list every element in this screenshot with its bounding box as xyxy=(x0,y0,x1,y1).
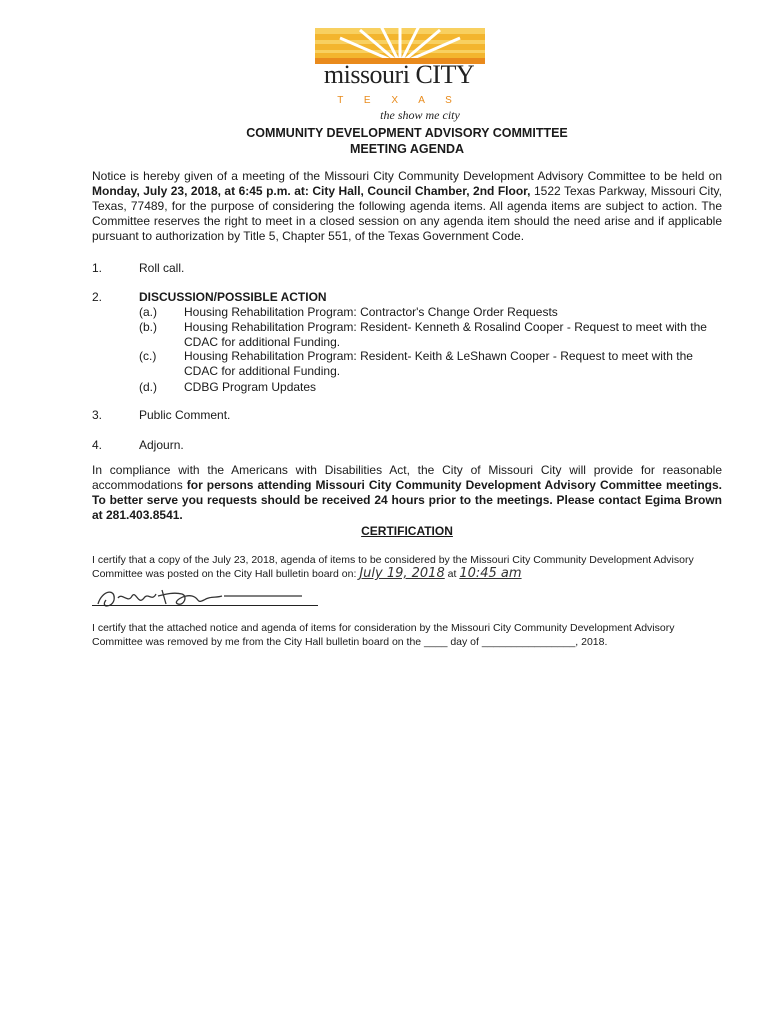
notice-text-start: Notice is hereby given of a meeting of the Missouri City Community Development Advisory Committee to be held on xyxy=(92,169,722,183)
logo-wordmark: missouri CITY xyxy=(323,60,475,89)
sub-item-d-text: CDBG Program Updates xyxy=(184,380,317,394)
notice-paragraph xyxy=(92,169,722,244)
posted-at-label: at xyxy=(447,568,457,580)
sub-item-b-letter: (b.) xyxy=(139,320,157,334)
removed-certification: I certify that the attached notice and agenda of items for consideration by the Missouri City Community Development Advisory Committee was removed by me from the City Hall bulletin board on the ____ day of ________________, 2018. xyxy=(92,622,675,648)
committee-title: COMMUNITY DEVELOPMENT ADVISORY COMMITTEE xyxy=(246,126,568,140)
signature-line xyxy=(92,605,318,606)
posted-certification xyxy=(92,553,724,581)
item-3-number: 3. xyxy=(92,408,103,422)
sub-item-a-text: Housing Rehabilitation Program: Contractor's Change Order Requests xyxy=(184,305,558,319)
missouri-city-logo xyxy=(310,20,490,120)
sub-item-b-text: Housing Rehabilitation Program: Resident- Kenneth & Rosalind Cooper - Request to meet with the CDAC for additional Funding. xyxy=(184,320,707,349)
ada-text-start: In compliance with the Americans with Disabilities Act, the City of Missouri City will provide for reasonable accommodations xyxy=(92,463,722,492)
item-1-number: 1. xyxy=(92,261,103,275)
item-4-text: Adjourn. xyxy=(139,438,184,452)
posted-date: July 19, 2018 xyxy=(359,566,445,581)
ada-paragraph xyxy=(92,463,722,523)
item-1-text: Roll call. xyxy=(139,261,185,275)
notice-text-end: 1522 Texas Parkway, Missouri City, Texas, 77489, for the purpose of considering the following agenda items. All agenda items are subject to action. The Committee reserves the right to meet in a closed session on any agenda item should the need arise and if applicable pursuant to authorization by Title 5, Chapter 551, of the Texas Government Code. xyxy=(92,184,723,243)
agenda-title: MEETING AGENDA xyxy=(349,142,465,156)
item-4-number: 4. xyxy=(92,438,103,452)
posted-time: 10:45 am xyxy=(459,566,522,581)
sub-item-d-letter: (d.) xyxy=(139,380,157,394)
posted-text: I certify that a copy of the July 23, 2018, agenda of items to be considered by the Missouri City Community Development Advisory Committee was posted on the City Hall bulletin board on: xyxy=(92,554,694,580)
handwritten-signature xyxy=(92,582,332,616)
item-2-number: 2. xyxy=(92,290,103,304)
ada-text-bold: for persons attending Missouri City Community Development Advisory Committee meetings. To better serve you requests should be received 24 hours prior to the meetings. Please contact Egima Brown at 281.403.8541. xyxy=(92,478,722,522)
item-2-text: DISCUSSION/POSSIBLE ACTION xyxy=(139,290,327,304)
sub-item-c-letter: (c.) xyxy=(139,349,157,363)
sub-item-c-text: Housing Rehabilitation Program: Resident- Keith & LeShawn Cooper - Request to meet with the CDAC for additional Funding. xyxy=(184,349,693,378)
certification-title: CERTIFICATION xyxy=(361,524,453,538)
sunburst-icon xyxy=(315,20,485,64)
logo-state: T E X A S xyxy=(337,95,461,106)
sub-item-a-letter: (a.) xyxy=(139,305,157,319)
item-3-text: Public Comment. xyxy=(139,408,231,422)
logo-tagline: the show me city xyxy=(380,108,460,122)
notice-meeting-details: Monday, July 23, 2018, at 6:45 p.m. at: City Hall, Council Chamber, 2nd Floor, xyxy=(92,184,531,198)
